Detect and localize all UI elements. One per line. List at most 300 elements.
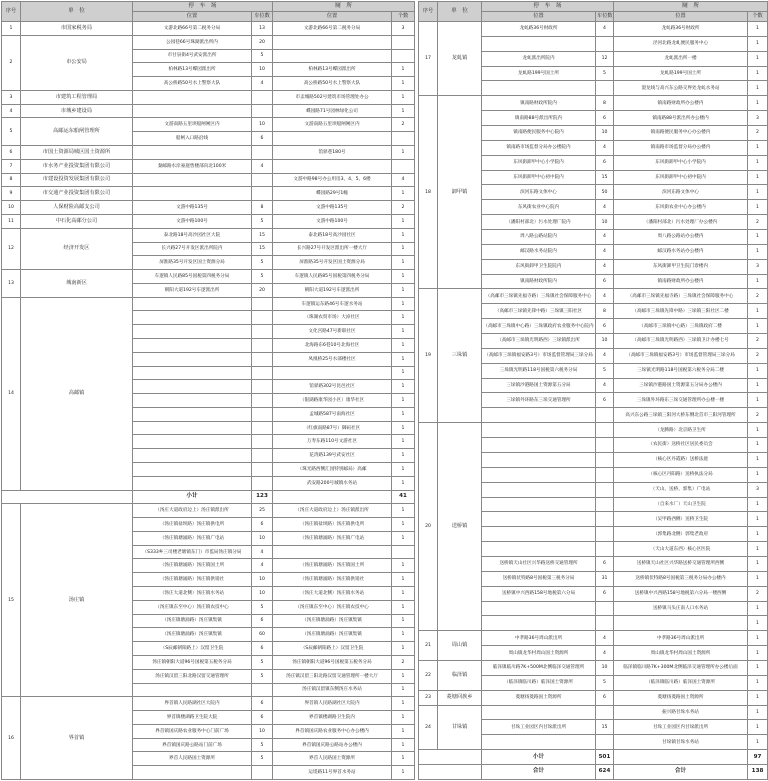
toilet-count: 1: [748, 140, 768, 155]
parking-location: （高邮市三垛镇先福寺路）三垛镇社会保障服务中心: [482, 289, 596, 304]
parking-spaces: [596, 735, 614, 750]
parking-location: 镇南路财政所院内: [482, 274, 596, 289]
toilet-location: 甘垛工业园区内甘垛派出所: [614, 720, 748, 735]
table-row: [419, 22, 768, 37]
parking-location: [133, 394, 252, 408]
toilet-location: （高邮市三垛镇先锋中路）三垛镇三阳社区二楼: [614, 304, 748, 319]
parking-location: 界首镇人民路湖社区大院内: [133, 697, 252, 711]
toilet-location: 界首镇人民路湖社区大院内: [273, 697, 392, 711]
toilet-location: （汤庄镇盐坝路）汤庄镇供电所: [273, 518, 392, 532]
toilet-location: 周山镇龙华村周山国土资源所: [614, 646, 748, 661]
parking-spaces: 6: [252, 711, 273, 725]
toilet-location: [273, 49, 392, 63]
header-seq: 序号: [419, 2, 438, 22]
toilet-count: 1: [748, 601, 768, 616]
parking-location: （高邮市三垛镇福安路3号）市场监督管理局三垛分局: [482, 348, 596, 363]
parking-location: [482, 616, 596, 631]
header-parking-location: 位置: [133, 12, 252, 22]
parking-spaces: [596, 616, 614, 631]
toilet-count: 1: [392, 724, 415, 738]
row-seq: 23: [419, 690, 438, 705]
toilet-count: 1: [392, 518, 415, 532]
toilet-count: 1: [392, 738, 415, 752]
toilet-location: （汤庄镇塘涌路）汤庄镇国土所: [273, 559, 392, 573]
toilet-count: 4: [392, 173, 415, 187]
row-unit: 卸甲镇: [438, 96, 482, 289]
toilet-location: 三垛镇外环路东三垛交通管理所办公楼一楼: [614, 393, 748, 408]
toilet-location: 泾河北路龙虬便民服务中心: [614, 36, 748, 51]
toilet-count: 1: [392, 559, 415, 573]
toilet-location: 界首人民路国土资源所: [273, 752, 392, 766]
parking-spaces: [252, 297, 273, 311]
parking-spaces: 20: [252, 35, 273, 49]
toilet-count: 1: [392, 642, 415, 656]
parking-location: [482, 705, 596, 720]
parking-spaces: 6: [252, 614, 273, 628]
parking-location: 菱塘扬菱路国土资源所: [482, 690, 596, 705]
row-seq: 1: [2, 22, 21, 36]
toilet-location: 送桥镇中兴西路158号地税第六分局一楼西侧: [614, 586, 748, 601]
parking-spaces: [252, 766, 273, 780]
row-seq: 3: [2, 90, 21, 104]
toilet-count: 1: [392, 435, 415, 449]
right-table: [418, 1, 768, 780]
toilet-location: 东风街卸甲卫生院门诊楼内: [614, 259, 748, 274]
parking-spaces: [252, 325, 273, 339]
toilet-count: 2: [748, 126, 768, 141]
parking-spaces: [252, 187, 273, 201]
parking-spaces: 4: [596, 140, 614, 155]
parking-location: 高公桥路50号水上警察大队: [133, 77, 252, 91]
toilet-count: 1: [748, 542, 768, 557]
toilet-location: 三垛镇光明路118号国税第六税务分局二楼: [614, 363, 748, 378]
toilet-count: 1: [748, 556, 768, 571]
parking-spaces: 50: [596, 185, 614, 200]
toilet-location: 文游中路100号: [273, 214, 392, 228]
blank-cell: [419, 764, 482, 779]
row-seq: 12: [2, 228, 21, 269]
parking-location: 船闸入口路沿线: [133, 132, 252, 146]
toilet-location: [273, 35, 392, 49]
parking-location: 中孝路36号周山派出所: [482, 631, 596, 646]
parking-spaces: 5: [252, 669, 273, 683]
row-unit: 汤庄镇: [21, 504, 133, 697]
parking-location: 车逻镇人民路85号国税第四税务分局: [133, 270, 252, 284]
row-unit: 高邮镇: [21, 297, 133, 490]
parking-location: 送桥镇中兴西路158号地税第六分局: [482, 586, 596, 601]
toilet-location: 东风街卸甲中心小学院内: [614, 155, 748, 170]
toilet-count: 1: [392, 573, 415, 587]
toilet-location: （农民街）送桥社区居民委员会: [614, 438, 748, 453]
row-seq: 24: [419, 705, 438, 750]
toilet-count: 1: [392, 683, 415, 697]
parking-spaces: 4: [596, 631, 614, 646]
parking-location: [482, 527, 596, 542]
row-seq: 13: [2, 270, 21, 298]
parking-location: （汤庄镇塘涌路）汤庄镇集镇: [133, 628, 252, 642]
toilet-location: 送桥镇天山社区兴华路送桥交通管理所西侧: [614, 556, 748, 571]
toilet-count: 1: [392, 711, 415, 725]
toilet-count: 1: [748, 660, 768, 675]
toilet-count: 1: [748, 675, 768, 690]
table-row: [419, 705, 768, 720]
toilet-location: 东风街农业中心办公楼内: [614, 200, 748, 215]
row-unit: 市国土资源局城区国土资源所: [21, 146, 133, 160]
toilet-location: （天山大道东西）核心区医院: [614, 542, 748, 557]
parking-spaces: [596, 452, 614, 467]
toilet-count: 1: [748, 467, 768, 482]
parking-location: [482, 497, 596, 512]
toilet-count: 1: [392, 297, 415, 311]
row-seq: 16: [2, 697, 21, 780]
toilet-count: 1: [748, 705, 768, 720]
toilet-count: 1: [748, 96, 768, 111]
parking-spaces: [596, 423, 614, 438]
parking-location: （潘阳村部北）污水处理厂院内: [482, 215, 596, 230]
toilet-count: 1: [748, 51, 768, 66]
row-unit: 临泽镇: [438, 660, 482, 690]
parking-spaces: [596, 527, 614, 542]
table-row: [2, 697, 415, 711]
toilet-count: 3: [392, 22, 415, 36]
toilet-location: （高邮市三垛镇先福寺路）三垛镇社会保障服务中心: [614, 289, 748, 304]
parking-location: （汤庄镇东至中心）汤庄镇农技中心: [133, 600, 252, 614]
toilet-location: 三垛镇沙港路国土资源第五分局办公楼内: [614, 378, 748, 393]
toilet-location: [273, 545, 392, 559]
parking-location: 界首镇国庆路农业服务中心门前广场: [133, 724, 252, 738]
toilet-location: 澄龙线与高兴东公路交界处龙虬水务站: [614, 81, 748, 96]
parking-spaces: [252, 104, 273, 118]
toilet-location: （珠光路西侧汇园特别邮局）高邮: [273, 463, 392, 477]
toilet-location: 邮汉路水务站办公楼内: [614, 244, 748, 259]
toilet-count: 1: [748, 527, 768, 542]
toilet-count: 1: [748, 646, 768, 661]
toilet-count: 1: [392, 146, 415, 160]
parking-spaces: 12: [596, 51, 614, 66]
parking-spaces: 4: [596, 289, 614, 304]
row-seq: 15: [2, 504, 21, 697]
parking-location: 泰北路18号高沙园社区大院: [133, 228, 252, 242]
parking-spaces: 60: [252, 628, 273, 642]
parking-spaces: 10: [252, 531, 273, 545]
toilet-count: 1: [748, 438, 768, 453]
parking-location: 镇南路88号派出所院内: [482, 111, 596, 126]
toilet-location: （红旗南路87号）御码社区: [273, 421, 392, 435]
parking-location: [133, 297, 252, 311]
header-toilet-location: 位置: [273, 12, 392, 22]
toilet-location: 龙虬路199号国土所: [614, 66, 748, 81]
table-row: [2, 173, 415, 187]
toilet-count: 2: [748, 348, 768, 363]
subtotal-label-2: [273, 490, 392, 504]
toilet-count: 1: [392, 614, 415, 628]
row-seq: 14: [2, 297, 21, 490]
parking-location: [482, 81, 596, 96]
toilet-count: 1: [748, 230, 768, 245]
toilet-location: [273, 366, 392, 380]
parking-location: 龙虬路36号财政所: [482, 22, 596, 37]
row-unit: 周山镇: [438, 631, 482, 661]
toilet-location: 柏林路13号蝶园派出所: [273, 63, 392, 77]
row-unit: 界首镇: [21, 697, 133, 780]
parking-location: 朝阳大道192号车逻派出所: [133, 283, 252, 297]
header-unit: 单 位: [21, 2, 133, 22]
parking-location: 文游北路66号第二税务分局: [133, 22, 252, 36]
toilet-location: 中孝路36号周山派出所: [614, 631, 748, 646]
row-unit: 经济开发区: [21, 228, 133, 269]
row-seq: 10: [2, 201, 21, 215]
toilet-count: 1: [748, 185, 768, 200]
parking-location: [482, 423, 596, 438]
subtotal-count: 97: [748, 750, 768, 765]
parking-spaces: 4: [252, 559, 273, 573]
toilet-count: 1: [748, 720, 768, 735]
parking-location: [482, 482, 596, 497]
parking-spaces: 6: [252, 132, 273, 146]
toilet-count: 1: [392, 697, 415, 711]
toilet-count: 2: [748, 334, 768, 349]
parking-spaces: 10: [252, 118, 273, 132]
parking-spaces: [252, 146, 273, 160]
parking-location: [133, 187, 252, 201]
subtotal-label: 小计: [482, 750, 596, 765]
header-toilet: 厕 所: [273, 2, 415, 12]
parking-spaces: 10: [252, 63, 273, 77]
parking-spaces: [252, 394, 273, 408]
grand-total-row: [419, 764, 768, 779]
toilet-location: （汤庄镇塘涌路）汤庄镇集镇: [273, 628, 392, 642]
table-row: [2, 104, 415, 118]
parking-location: [133, 407, 252, 421]
toilet-location: 镇南路财政所办公楼内: [614, 274, 748, 289]
parking-location: 三垛镇外环路东三垛交通管理所: [482, 393, 596, 408]
parking-location: 东风街卸甲中心初中院内: [482, 170, 596, 185]
toilet-location: 镇南路财政所办公楼内: [614, 96, 748, 111]
toilet-location: 镇南路88号派出所办公楼内: [614, 111, 748, 126]
parking-location: 邮汉路水务站院内: [482, 244, 596, 259]
header-unit: 单 位: [438, 2, 482, 22]
parking-location: 文游中路135号: [133, 201, 252, 215]
row-unit: 市交通产业投资集团有限公司: [21, 187, 133, 201]
row-unit: 高邮运东船闸管理所: [21, 118, 133, 146]
parking-spaces: 4: [596, 259, 614, 274]
row-seq: 18: [419, 96, 438, 289]
parking-spaces: [596, 36, 614, 51]
parking-spaces: 20: [252, 283, 273, 297]
parking-spaces: 10: [596, 215, 614, 230]
parking-location: 东风街农业中心院内: [482, 200, 596, 215]
parking-location: 周山镇龙华村周山国土资源所: [482, 646, 596, 661]
toilet-count: 1: [748, 452, 768, 467]
parking-spaces: 15: [252, 228, 273, 242]
table-row: [2, 118, 415, 132]
parking-location: [133, 366, 252, 380]
parking-spaces: 15: [596, 170, 614, 185]
parking-spaces: 5: [252, 49, 273, 63]
toilet-count: 1: [392, 311, 415, 325]
toilet-location: （S辰邮朝阳路上）汉留卫生院: [273, 642, 392, 656]
parking-spaces: 4: [596, 378, 614, 393]
parking-spaces: [252, 463, 273, 477]
parking-location: [133, 421, 252, 435]
parking-spaces: [596, 467, 614, 482]
parking-location: [133, 325, 252, 339]
parking-spaces: 5: [596, 675, 614, 690]
blank-cell: [2, 490, 133, 504]
parking-location: 龙虬路199号国土所: [482, 66, 596, 81]
parking-location: 东风街卸甲中心小学院内: [482, 155, 596, 170]
row-seq: 6: [2, 146, 21, 160]
toilet-count: 1: [748, 81, 768, 96]
parking-location: 东风街卸甲卫生院院内: [482, 259, 596, 274]
parking-location: 送桥镇伏特路8号国税第三税务分局: [482, 571, 596, 586]
toilet-location: （吴甲路西侧）送桥卫生院: [614, 512, 748, 527]
parking-spaces: [252, 311, 273, 325]
parking-location: [482, 542, 596, 557]
header-toilet: 厕 所: [614, 2, 768, 12]
parking-spaces: 6: [596, 556, 614, 571]
toilet-count: 1: [748, 22, 768, 37]
toilet-count: 1: [748, 244, 768, 259]
subtotal-spaces: 123: [252, 490, 273, 504]
toilet-location: （汤庄大道政府边上）汤庄镇派出所: [273, 504, 392, 518]
parking-spaces: 5: [252, 738, 273, 752]
row-seq: 17: [419, 22, 438, 96]
toilet-location: （临泽镇临川路）临泽国土资源所: [614, 675, 748, 690]
parking-location: （高邮市三垛镇先锋中路）三垛镇三阳社区: [482, 304, 596, 319]
toilet-count: 2: [748, 408, 768, 423]
toilet-location: 泰北路18号高沙园社区: [273, 228, 392, 242]
header-spaces: 车位数: [252, 12, 273, 22]
parking-spaces: [596, 512, 614, 527]
header-toilet-location: 位置: [614, 12, 748, 22]
toilet-location: （核心区丹阳路）送桥执法分局: [614, 467, 748, 482]
table-row: [419, 631, 768, 646]
toilet-location: 振兴路甘垛水务站: [614, 705, 748, 720]
toilet-location: 龙虬派出所一楼: [614, 51, 748, 66]
row-unit: 三垛镇: [438, 289, 482, 423]
table-row: [419, 660, 768, 675]
toilet-location: 孟城路587号南海社区: [273, 407, 392, 421]
parking-spaces: 6: [596, 111, 614, 126]
toilet-location: （高邮市三垛镇中心路）三垛镇政府二楼: [614, 319, 748, 334]
parking-spaces: [252, 683, 273, 697]
parking-spaces: 10: [252, 587, 273, 601]
header-count: 个数: [392, 12, 415, 22]
subtotal-count: 41: [392, 490, 415, 504]
toilet-count: 1: [392, 338, 415, 352]
parking-spaces: 5: [252, 600, 273, 614]
toilet-location: 镇南路市场监督分局办公楼内: [614, 140, 748, 155]
toilet-count: 1: [748, 170, 768, 185]
toilet-location: 北海路东6巷10号北海社区: [273, 338, 392, 352]
subtotal-count: 138: [748, 764, 768, 779]
parking-spaces: 6: [252, 642, 273, 656]
parking-spaces: 4: [596, 244, 614, 259]
toilet-location: 界首镇国庆路公路站办公楼内: [273, 738, 392, 752]
parking-spaces: 4: [252, 545, 273, 559]
parking-location: [482, 36, 596, 51]
toilet-location: 文游中路135号: [273, 201, 392, 215]
toilet-location: 甘垛镇甘垛水务站: [614, 735, 748, 750]
toilet-count: 1: [392, 476, 415, 490]
toilet-count: 1: [748, 66, 768, 81]
row-unit: 菱塘回族乡: [438, 690, 482, 705]
row-seq: 7: [2, 159, 21, 173]
parking-spaces: 4: [596, 22, 614, 37]
toilet-count: 1: [392, 504, 415, 518]
row-unit: 市国家税务局: [21, 22, 133, 36]
toilet-count: 1: [392, 90, 415, 104]
header-parking-location: 位置: [482, 12, 596, 22]
parking-spaces: 5: [252, 214, 273, 228]
toilet-location: （高邮市三垛镇福安路3号）市场监督管理局三垛分局: [614, 348, 748, 363]
parking-location: （高邮市三垛镇中心路）三垛镇政府农业服务中心院内: [482, 319, 596, 334]
toilet-count: 1: [392, 325, 415, 339]
subtotal-spaces: 624: [596, 764, 614, 779]
parking-location: （汤庄镇塘涌路）汤庄镇国土所: [133, 559, 252, 573]
row-unit: 市水务产业投资集团有限公司: [21, 159, 133, 173]
parking-spaces: 10: [252, 573, 273, 587]
toilet-count: 1: [748, 274, 768, 289]
parking-spaces: 6: [596, 319, 614, 334]
toilet-location: （汤庄镇东至中心）汤庄镇农技中心: [273, 600, 392, 614]
parking-spaces: 13: [252, 22, 273, 36]
parking-spaces: [252, 90, 273, 104]
toilet-count: 3: [748, 259, 768, 274]
toilet-count: 1: [748, 690, 768, 705]
toilet-count: 1: [392, 600, 415, 614]
row-unit: 市建筑工程管理局: [21, 90, 133, 104]
parking-spaces: 10: [596, 660, 614, 675]
parking-location: （临泽镇临川路）临泽国土资源所: [482, 675, 596, 690]
header-parking: 停 车 场: [482, 2, 614, 12]
toilet-count: 1: [392, 766, 415, 780]
toilet-count: 2: [748, 586, 768, 601]
row-unit: 人保财险高邮支公司: [21, 201, 133, 215]
parking-spaces: [596, 408, 614, 423]
parking-spaces: [252, 449, 273, 463]
parking-location: 临泽镇临川路7K+500M北侧临泽交通管理所: [482, 660, 596, 675]
toilet-location: 汤庄镇朝阳大道96号国税第五税务分局: [273, 655, 392, 669]
parking-location: [133, 352, 252, 366]
toilet-count: 1: [392, 77, 415, 91]
parking-location: 公园巷66号珠湖派出所内: [133, 35, 252, 49]
toilet-count: 2: [748, 289, 768, 304]
parking-location: [133, 311, 252, 325]
toilet-location: [614, 616, 748, 631]
toilet-location: 临泽镇临川路7K+300M北侧临泽交通管理所办公楼后面: [614, 660, 748, 675]
parking-location: [133, 766, 252, 780]
parking-location: （汤庄镇塘涌路）汤庄镇集镇: [133, 614, 252, 628]
parking-spaces: [252, 173, 273, 187]
parking-spaces: 6: [596, 274, 614, 289]
parking-location: 长兴路27号开发区派出所院内: [133, 242, 252, 256]
subtotal-label: 合计: [482, 764, 596, 779]
parking-location: 三垛镇沙港路国土资源第五分局: [482, 378, 596, 393]
parking-toilet-table: [1, 1, 767, 780]
parking-location: [133, 338, 252, 352]
toilet-location: 镇南路便民服务中心办公楼内: [614, 126, 748, 141]
parking-location: （S333乡三司楼老塘镇东门）市监局汤庄镇分局: [133, 545, 252, 559]
toilet-location: 界首镇楼湖路卫生院内: [273, 711, 392, 725]
toilet-count: 1: [392, 187, 415, 201]
toilet-count: 2: [392, 118, 415, 132]
parking-spaces: 5: [252, 270, 273, 284]
toilet-count: 1: [392, 63, 415, 77]
table-row: [2, 187, 415, 201]
parking-spaces: [596, 497, 614, 512]
